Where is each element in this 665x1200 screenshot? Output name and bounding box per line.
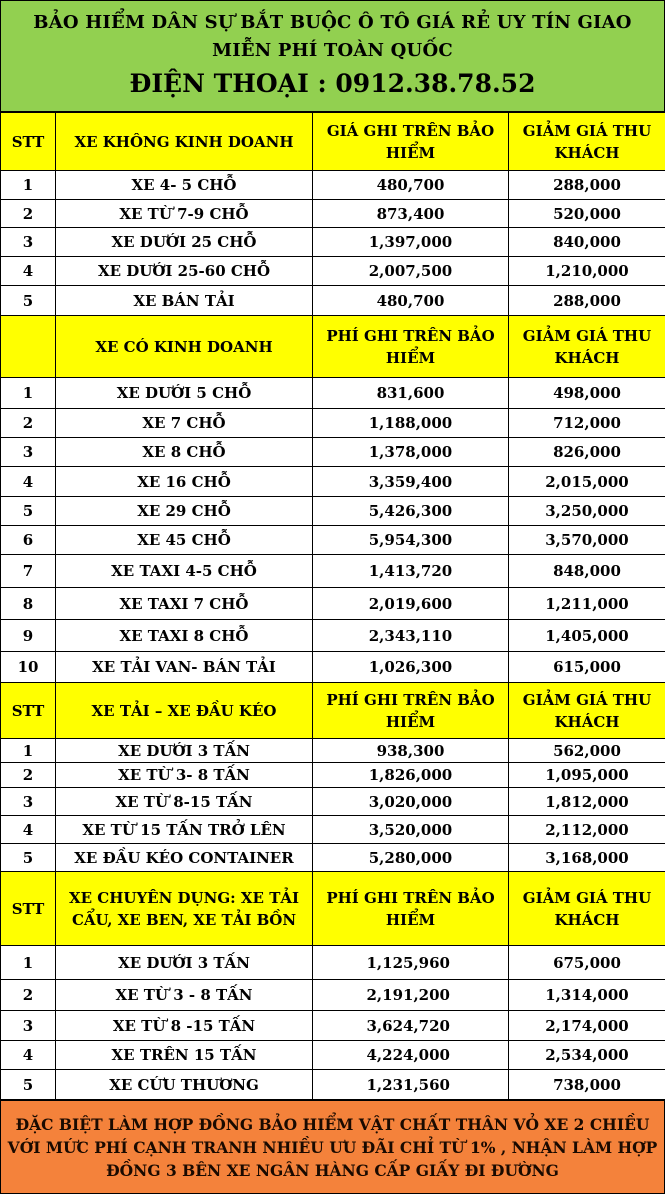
cell-name: XE DƯỚI 25 CHỖ: [56, 228, 313, 257]
table-row: [1, 739, 665, 763]
table-row: [1, 1011, 665, 1041]
cell-name: XE TAXI 4-5 CHỖ: [56, 555, 313, 588]
cell-stt: 5: [1, 1070, 56, 1100]
cell-stt: 1: [1, 946, 56, 980]
table-row: [1, 763, 665, 788]
cell-price: 873,400: [313, 200, 509, 228]
price-table: [0, 112, 665, 1100]
cell-name: XE TỪ 8 -15 TẤN: [56, 1011, 313, 1041]
cell-name: XE TỪ 3- 8 TẤN: [56, 763, 313, 788]
cell-discount: 2,174,000: [509, 1011, 665, 1041]
cell-stt: 6: [1, 526, 56, 555]
cell-stt: 7: [1, 555, 56, 588]
table-row: [1, 409, 665, 438]
cell-price: 3,359,400: [313, 467, 509, 497]
table-row: [1, 467, 665, 497]
cell-discount: 3,168,000: [509, 844, 665, 872]
title-banner: [0, 0, 665, 112]
cell-discount: 1,812,000: [509, 788, 665, 816]
header-stt: [1, 316, 56, 378]
cell-discount: 1,095,000: [509, 763, 665, 788]
cell-stt: 2: [1, 409, 56, 438]
table-row: [1, 844, 665, 872]
cell-name: XE DƯỚI 3 TẤN: [56, 739, 313, 763]
cell-discount: 520,000: [509, 200, 665, 228]
header-stt: STT: [1, 113, 56, 171]
cell-price: 2,019,600: [313, 588, 509, 620]
cell-name: XE TẢI VAN- BÁN TẢI: [56, 652, 313, 683]
table-row: [1, 171, 665, 200]
table-row: [1, 1041, 665, 1070]
cell-stt: 4: [1, 816, 56, 844]
table-row: [1, 620, 665, 652]
cell-discount: 562,000: [509, 739, 665, 763]
cell-stt: 1: [1, 378, 56, 409]
header-type: XE CHUYÊN DỤNG: XE TẢI CẨU, XE BEN, XE TẢI BỒN: [56, 872, 313, 946]
cell-stt: 2: [1, 980, 56, 1011]
cell-name: XE ĐẦU KÉO CONTAINER: [56, 844, 313, 872]
cell-name: XE BÁN TẢI: [56, 286, 313, 316]
cell-discount: 3,250,000: [509, 497, 665, 526]
cell-price: 2,191,200: [313, 980, 509, 1011]
cell-name: XE DƯỚI 5 CHỖ: [56, 378, 313, 409]
cell-stt: 4: [1, 1041, 56, 1070]
table-row: [1, 228, 665, 257]
cell-name: XE 16 CHỖ: [56, 467, 313, 497]
cell-name: XE DƯỚI 25-60 CHỖ: [56, 257, 313, 286]
title-line-2: MIỄN PHÍ TOÀN QUỐC: [212, 40, 453, 61]
cell-name: XE 45 CHỖ: [56, 526, 313, 555]
header-type: XE CÓ KINH DOANH: [56, 316, 313, 378]
cell-name: XE TAXI 8 CHỖ: [56, 620, 313, 652]
cell-stt: 4: [1, 257, 56, 286]
cell-discount: 1,210,000: [509, 257, 665, 286]
cell-discount: 2,015,000: [509, 467, 665, 497]
cell-price: 3,520,000: [313, 816, 509, 844]
section-header-row: [1, 872, 665, 946]
cell-price: 3,624,720: [313, 1011, 509, 1041]
cell-price: 938,300: [313, 739, 509, 763]
table-row: [1, 286, 665, 316]
table-row: [1, 816, 665, 844]
cell-stt: 9: [1, 620, 56, 652]
header-discount: GIẢM GIÁ THU KHÁCH: [509, 872, 665, 946]
header-discount: GIẢM GIÁ THU KHÁCH: [509, 113, 665, 171]
section-header-row: [1, 316, 665, 378]
cell-name: XE CỨU THƯƠNG: [56, 1070, 313, 1100]
cell-stt: 3: [1, 788, 56, 816]
cell-price: 1,026,300: [313, 652, 509, 683]
table-row: [1, 497, 665, 526]
header-type: XE TẢI – XE ĐẦU KÉO: [56, 683, 313, 739]
cell-discount: 288,000: [509, 171, 665, 200]
cell-name: XE TỪ 7-9 CHỖ: [56, 200, 313, 228]
section-header-row: [1, 113, 665, 171]
cell-discount: 712,000: [509, 409, 665, 438]
table-row: [1, 946, 665, 980]
cell-price: 2,343,110: [313, 620, 509, 652]
cell-stt: 5: [1, 844, 56, 872]
header-price: PHÍ GHI TRÊN BẢO HIỂM: [313, 683, 509, 739]
cell-price: 1,188,000: [313, 409, 509, 438]
cell-discount: 1,405,000: [509, 620, 665, 652]
cell-price: 1,378,000: [313, 438, 509, 467]
cell-name: XE TRÊN 15 TẤN: [56, 1041, 313, 1070]
cell-price: 1,231,560: [313, 1070, 509, 1100]
cell-name: XE TỪ 15 TẤN TRỞ LÊN: [56, 816, 313, 844]
cell-discount: 288,000: [509, 286, 665, 316]
phone-number: ĐIỆN THOẠI : 0912.38.78.52: [129, 69, 536, 98]
header-stt: STT: [1, 872, 56, 946]
header-stt: STT: [1, 683, 56, 739]
cell-price: 4,224,000: [313, 1041, 509, 1070]
cell-stt: 3: [1, 228, 56, 257]
section-header-row: [1, 683, 665, 739]
cell-stt: 2: [1, 200, 56, 228]
cell-discount: 848,000: [509, 555, 665, 588]
cell-name: XE TỪ 3 - 8 TẤN: [56, 980, 313, 1011]
cell-discount: 1,211,000: [509, 588, 665, 620]
header-discount: GIẢM GIÁ THU KHÁCH: [509, 683, 665, 739]
cell-name: XE 4- 5 CHỖ: [56, 171, 313, 200]
cell-price: 5,280,000: [313, 844, 509, 872]
cell-stt: 3: [1, 1011, 56, 1041]
cell-price: 1,397,000: [313, 228, 509, 257]
table-row: [1, 980, 665, 1011]
cell-stt: 10: [1, 652, 56, 683]
cell-discount: 2,112,000: [509, 816, 665, 844]
table-row: [1, 555, 665, 588]
cell-discount: 615,000: [509, 652, 665, 683]
table-row: [1, 588, 665, 620]
header-price: GIÁ GHI TRÊN BẢO HIỂM: [313, 113, 509, 171]
cell-price: 3,020,000: [313, 788, 509, 816]
cell-stt: 8: [1, 588, 56, 620]
cell-stt: 1: [1, 739, 56, 763]
cell-price: 480,700: [313, 286, 509, 316]
cell-stt: 5: [1, 497, 56, 526]
cell-stt: 1: [1, 171, 56, 200]
header-discount: GIẢM GIÁ THU KHÁCH: [509, 316, 665, 378]
cell-name: XE TAXI 7 CHỖ: [56, 588, 313, 620]
cell-discount: 826,000: [509, 438, 665, 467]
table-row: [1, 652, 665, 683]
cell-stt: 3: [1, 438, 56, 467]
cell-price: 1,413,720: [313, 555, 509, 588]
cell-discount: 738,000: [509, 1070, 665, 1100]
table-row: [1, 378, 665, 409]
header-type: XE KHÔNG KINH DOANH: [56, 113, 313, 171]
cell-stt: 4: [1, 467, 56, 497]
cell-price: 5,954,300: [313, 526, 509, 555]
cell-stt: 2: [1, 763, 56, 788]
cell-discount: 2,534,000: [509, 1041, 665, 1070]
cell-price: 480,700: [313, 171, 509, 200]
cell-price: 831,600: [313, 378, 509, 409]
header-price: PHÍ GHI TRÊN BẢO HIỂM: [313, 316, 509, 378]
cell-name: XE 29 CHỖ: [56, 497, 313, 526]
cell-name: XE DƯỚI 3 TẤN: [56, 946, 313, 980]
table-row: [1, 257, 665, 286]
cell-discount: 498,000: [509, 378, 665, 409]
cell-price: 5,426,300: [313, 497, 509, 526]
header-price: PHÍ GHI TRÊN BẢO HIỂM: [313, 872, 509, 946]
cell-name: XE 8 CHỖ: [56, 438, 313, 467]
cell-discount: 675,000: [509, 946, 665, 980]
table-row: [1, 788, 665, 816]
cell-name: XE TỪ 8-15 TẤN: [56, 788, 313, 816]
cell-price: 1,125,960: [313, 946, 509, 980]
cell-discount: 3,570,000: [509, 526, 665, 555]
promo-footer: ĐẶC BIỆT LÀM HỢP ĐỒNG BẢO HIỂM VẬT CHẤT THÂN VỎ XE 2 CHIỀU VỚI MỨC PHÍ CẠNH TRANH NHIỀU ƯU ĐÃI CHỈ TỪ 1% , NHẬN LÀM HỢP ĐỒNG 3 BÊN XE NGÂN HÀNG CẤP GIẤY ĐI ĐƯỜNG: [0, 1100, 665, 1194]
cell-stt: 5: [1, 286, 56, 316]
cell-price: 1,826,000: [313, 763, 509, 788]
table-row: [1, 200, 665, 228]
table-row: [1, 526, 665, 555]
table-row: [1, 438, 665, 467]
title-line-1: BẢO HIỂM DÂN SỰ BẮT BUỘC Ô TÔ GIÁ RẺ UY TÍN GIAO: [33, 12, 632, 33]
cell-discount: 1,314,000: [509, 980, 665, 1011]
cell-price: 2,007,500: [313, 257, 509, 286]
table-row: [1, 1070, 665, 1100]
cell-name: XE 7 CHỖ: [56, 409, 313, 438]
cell-discount: 840,000: [509, 228, 665, 257]
